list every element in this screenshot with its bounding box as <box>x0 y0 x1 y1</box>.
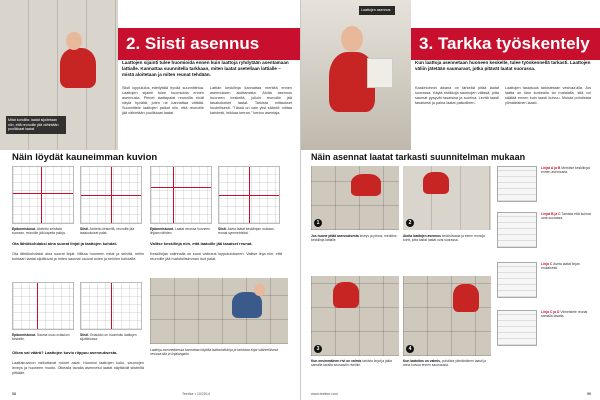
step-number-2: 2 <box>406 219 414 227</box>
step4-worker <box>453 284 479 312</box>
step2-worker <box>423 172 449 194</box>
step-photo-1 <box>311 166 399 230</box>
tile-grid-2 <box>80 166 142 224</box>
photo-label-right: Laattojen asennus <box>359 6 395 15</box>
tile-grid-4 <box>218 166 280 224</box>
worker-figure <box>60 48 96 88</box>
step-caption-1: Jos huone pitää asennuksesta leveys ja pituus, merkitse keskilinja lattialle. <box>311 234 397 243</box>
body-col2-right: Laattojen tasaisuus tarkistetaan vesivaa'alla. Jos laatta on liian korkealla tai matalalla, sitä voi säätää ennen kuin laasti kuivuu. Muista puhdistaa ylimääräinen laasti. <box>505 86 591 105</box>
website-right: www.teeitse.com <box>311 392 338 396</box>
diagram-4 <box>497 310 537 346</box>
body-col2-left: Lattian keskilinja kannattaa merkitä ennen asennuksen aloittamista. Aloita asennus huoneen keskeltä, jolloin reunoille jää tasakokoiset laatat. Tarkista mittaukset huolellisesti. "Tässä on vain yksi sääntö: mittaa kahdesti, leikkaa kerran," kertoo asentaja. <box>210 86 292 115</box>
worker2-head <box>254 284 265 296</box>
tile-grid-1 <box>12 166 74 224</box>
grid-caption-3: Epäonnistunut. Laatat vinossa huoneen linjaan nähden. <box>150 227 210 236</box>
bottom-caption-1: Epäonnistunut. Sauma osuu oviaukon keskelle. <box>12 333 70 342</box>
page-title-left: 2. Siisti asennus <box>118 28 300 60</box>
diagram-1 <box>497 166 537 202</box>
tile-grid-5 <box>12 282 74 330</box>
side-caption-2: Linjat B ja C Tarkista että kulmat ovat suorassa. <box>541 212 591 221</box>
grid-caption-4: Siisti. Aseta laatat keskilinjan mukaan, reunat symmetrisiksi. <box>218 227 275 236</box>
grid-caption-1: Epäonnistunut. Aloitettu seinästä suoraan, reunoille jää kapeita paloja. <box>12 227 66 236</box>
footer-left <box>12 392 288 396</box>
worker3-head <box>341 26 363 52</box>
step-photo-4 <box>403 276 491 356</box>
tile-grid-3 <box>150 166 212 224</box>
step-number-4: 4 <box>406 345 414 353</box>
side-caption-4: Linja C ja D Viimeistele reunat samalla tavalla. <box>541 310 588 319</box>
grid-caption-2: Siisti. Aloitettu keskeltä, reunoille jää tasakokoiset palat. <box>80 227 135 236</box>
step1-worker <box>351 174 381 196</box>
bottom-heading: Oikea vai väärä? Laattojen kuvio riippuu asennuksesta. <box>12 350 118 355</box>
step-caption-4: Kun laatoitus on valmis, puhdista ylimääräinen laasti ja anna kuivua ennen saumausta. <box>403 359 487 368</box>
photo2-caption: Laattoja asennettaessa kannattaa käyttää laattaristikkoja ja tarkistaa linjat säännöllisesti vesivaa'alla ja linjalangalla. <box>150 348 279 357</box>
body-col1-left: Siisti lopputulos edellyttää hyvää suunnittelua. Laattojen sijainti tulee huomioida ennen asennusta. Pienet laattapalat reunoilla eivät näytä hyvältä, joten ne kannattaa välttää. Suunnittele laattojen paikat niin, että reunoille jää vähintään puolikkaat laatat. <box>122 86 204 115</box>
mid-heading: Valitse keskilinja niin, että laatoille jää tasaiset reunat. <box>150 241 253 246</box>
publication-left: TeeItse • 10/2014 <box>182 392 210 396</box>
kneeling-tiler-photo <box>150 278 288 344</box>
grid-body: Ota lähtökohdaksi aina suorat linjat. Mittaa huoneen mitat ja selvitä, mihin kohtaan laatat sijoittuvat ja miten saumat osuvat ovien ja seinien kohdalle. <box>12 252 144 261</box>
tiler-photo <box>0 0 118 150</box>
tile-held <box>367 58 393 88</box>
step-number-3: 3 <box>314 345 322 353</box>
step-caption-2: Aloita laattojen asennus keskiviivasta ja etene reunoja kohti, jotta kaikki laatat ovat suorassa. <box>403 234 485 243</box>
diagram-2 <box>497 212 537 248</box>
step-caption-3: Kun ensimmäinen rivi on valmis tarkista linjat ja jatka samalla tavalla seuraaviin riveihin. <box>311 359 392 368</box>
worker-portrait-photo <box>301 0 411 150</box>
step-photo-3 <box>311 276 399 356</box>
side-caption-3: Linja C Aseta laatat linjan mukaisesti. <box>541 262 580 271</box>
step-photo-2 <box>403 166 491 230</box>
bottom-body: Laattakuvioon vaikuttavat monet asiat. Huomioi laattojen koko, saumojen leveys ja huoneen muoto. Oikealla tavalla asennetut laatat näyttävät siisteiltä pitkään. <box>12 361 144 375</box>
photo-caption: Mitat kohdilla: laatat sijoitetaan niin, että reunoille jää vähintään puolikkaat laatat. <box>6 116 66 134</box>
tile-grid-6 <box>80 282 142 330</box>
page-title-right: 3. Tarkka työskentely <box>411 28 600 60</box>
footer-right <box>311 392 591 396</box>
section-heading-right: Näin asennat laatat tarkasti suunnitelman mukaan <box>311 152 526 162</box>
diagram-3 <box>497 262 537 298</box>
step-number-1: 1 <box>314 219 322 227</box>
section-heading-left: Näin löydät kauneimman kuvion <box>12 152 158 163</box>
grid-heading: Ota lähtökohdaksi aina suorat linjat ja laattojen kohdat. <box>12 241 117 246</box>
page-number-left: 58 <box>12 392 16 396</box>
mid-body: Keskilinjan valinnalla on suuri vaikutus lopputulokseen. Valitse linja niin, että reunoille jää mahdollisimman isot palat. <box>150 252 282 261</box>
lead-left: Laattojen sijainti tulee huomioida ennen kuin laattoja ryhdytään asentamaan lattialle. Kannattaa suunnitella tarkkaan, miten laatat asetellaan lattialle – mistä aloitetaan ja miten reunat tehdään. <box>122 60 289 77</box>
step3-worker <box>333 282 359 308</box>
side-caption-1: Linjat A ja B Merkitse keskilinjat ennen asennusta. <box>541 166 590 175</box>
bottom-caption-2: Siisti. Oviaukko on huomioitu laattojen sijoittelussa. <box>80 333 137 342</box>
worker-head <box>66 32 82 50</box>
page-number-right: 59 <box>587 392 591 396</box>
lead-right: Kun laattoja asennetaan huoneen keskelle, tulee työskennellä tarkasti. Laattojen väliin jätetään saumaraot, jotka pitävät laatat suorassa. <box>415 60 591 71</box>
body-col1-right: Kaakeloinnin aikana on tärkeää pitää laatat suorassa. Käytä ristikkoja saumojen välissä, jotta saumat pysyvät tasaisina ja suorina. Levitä laasti tasaisesti ja paina laatat paikoilleen. <box>415 86 499 105</box>
right-page <box>300 0 600 400</box>
